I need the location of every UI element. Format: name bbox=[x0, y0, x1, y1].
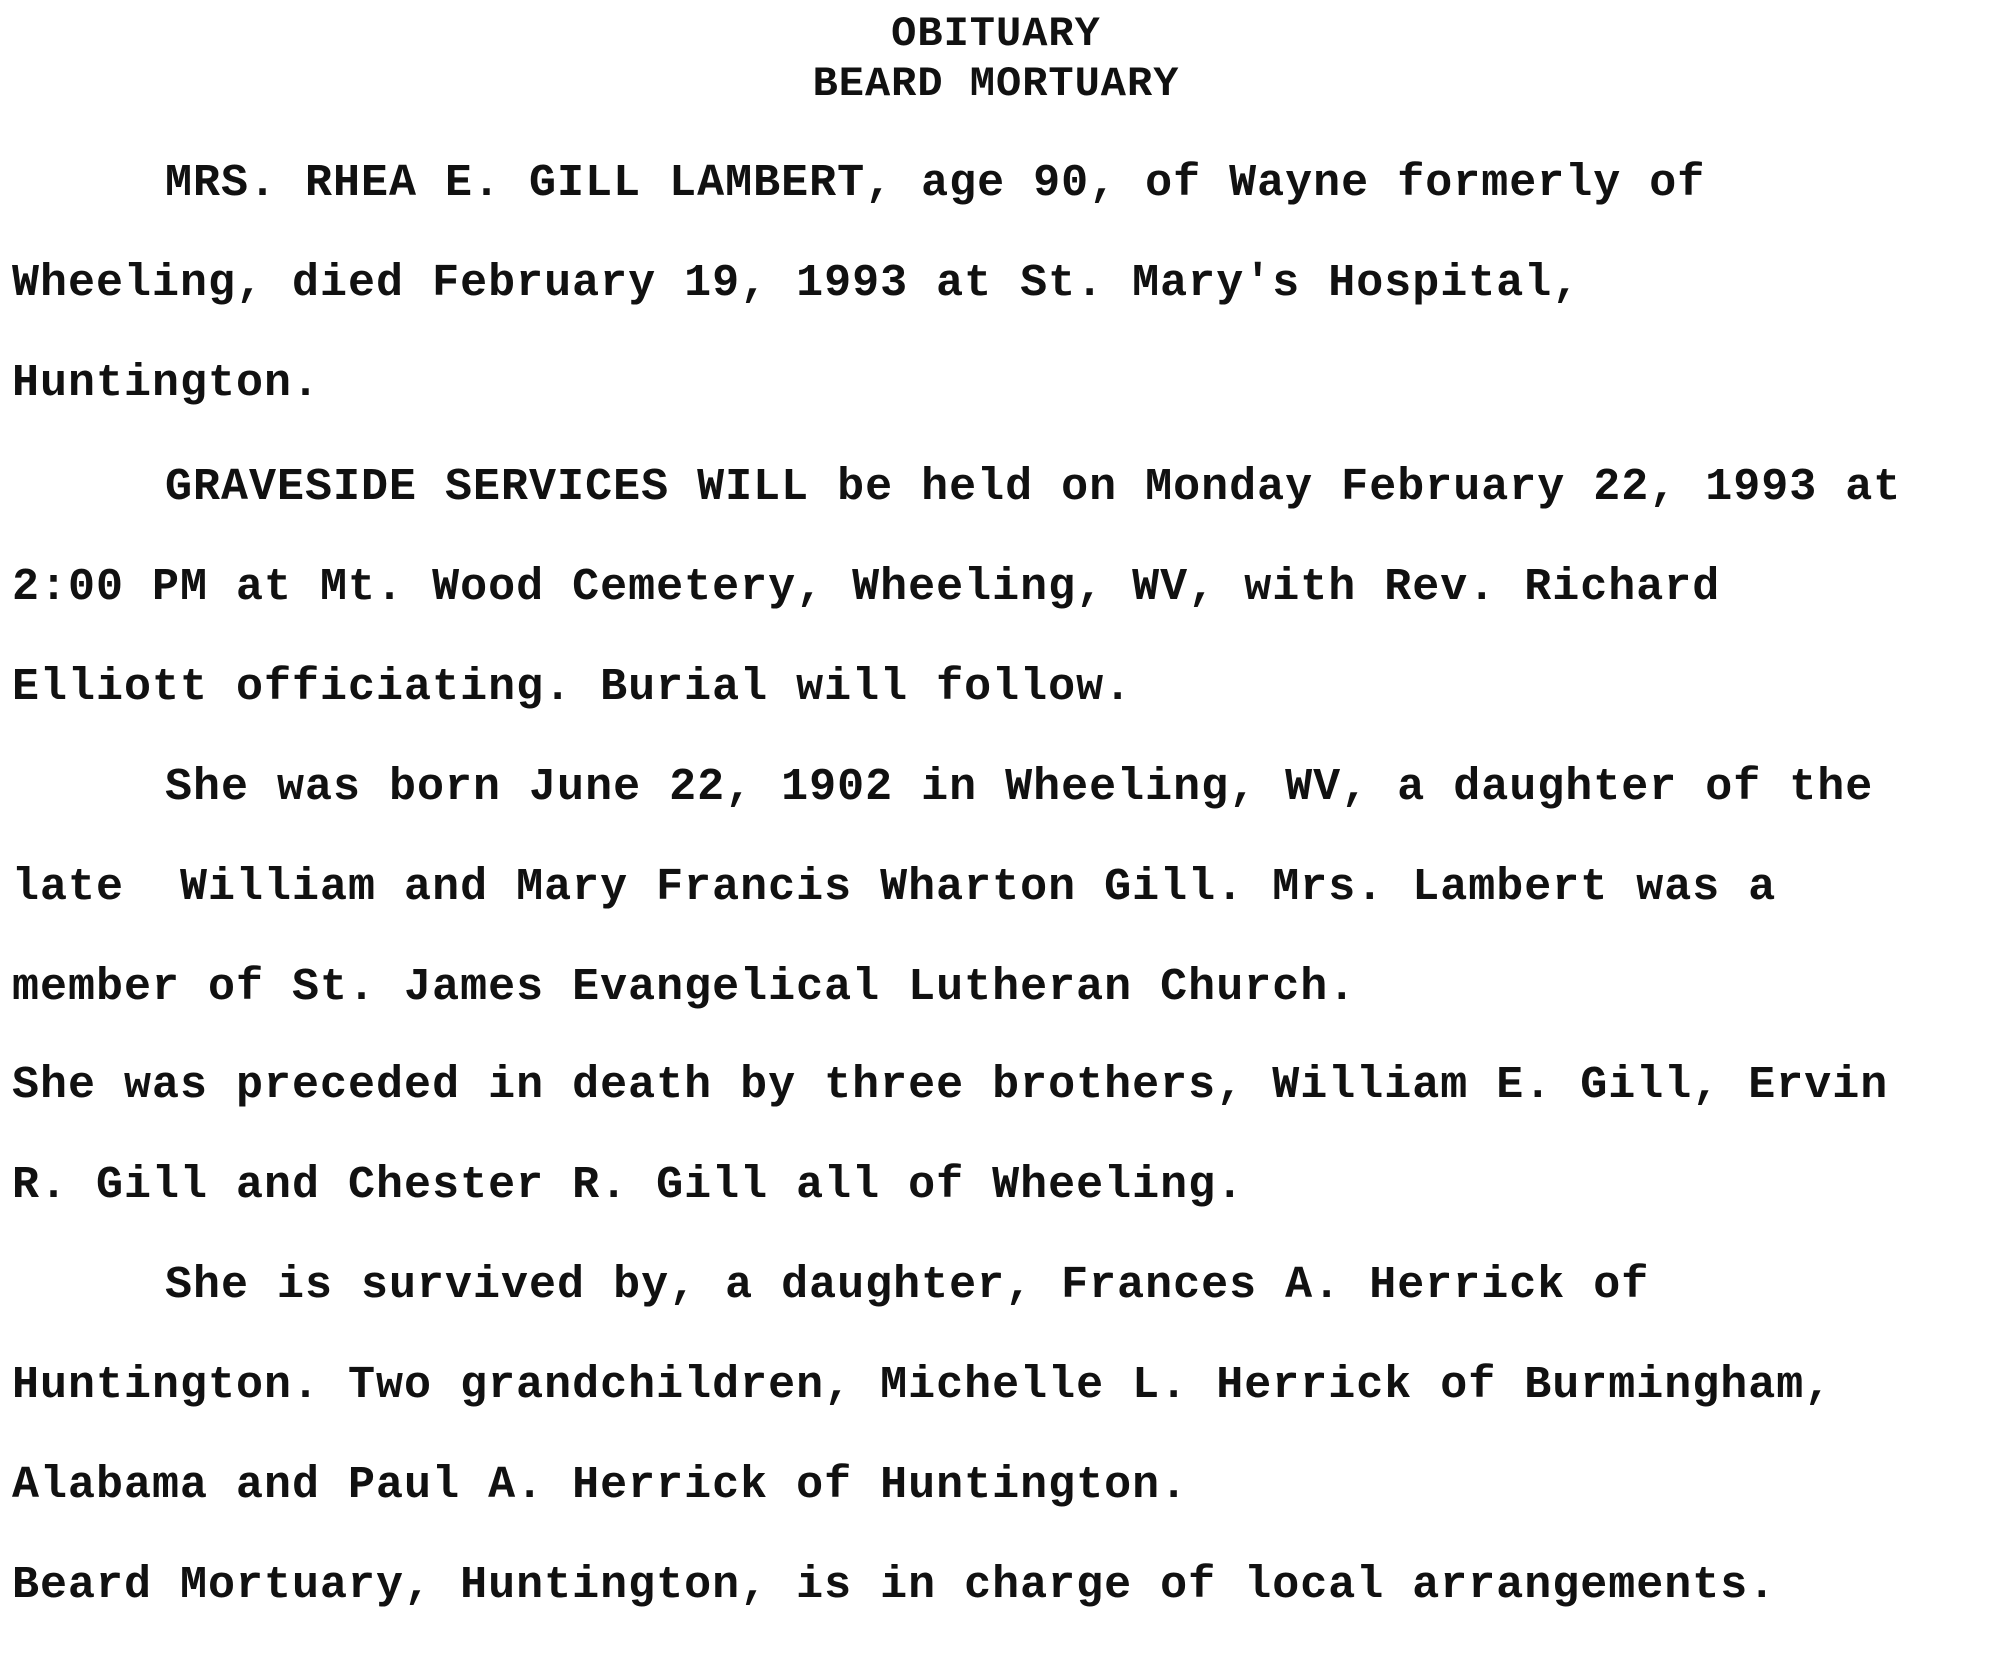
text-line: Elliott officiating. Burial will follow. bbox=[12, 662, 1133, 713]
text-line: She was preceded in death by three brothers, William E. Gill, Ervin bbox=[12, 1060, 1889, 1111]
document-title: OBITUARY bbox=[891, 10, 1101, 58]
text-line: R. Gill and Chester R. Gill all of Wheeling. bbox=[12, 1160, 1245, 1211]
document-subtitle: BEARD MORTUARY bbox=[812, 60, 1180, 108]
text-line: She was born June 22, 1902 in Wheeling, WV, a daughter of the bbox=[165, 762, 1874, 813]
text-line: member of St. James Evangelical Lutheran Church. bbox=[12, 962, 1357, 1013]
text-line: late William and Mary Francis Wharton Gill. Mrs. Lambert was a bbox=[12, 862, 1777, 913]
text-line: Alabama and Paul A. Herrick of Huntington. bbox=[12, 1460, 1189, 1511]
text-line: MRS. RHEA E. GILL LAMBERT, age 90, of Wayne formerly of bbox=[165, 158, 1706, 209]
text-line: Beard Mortuary, Huntington, is in charge of local arrangements. bbox=[12, 1560, 1777, 1611]
text-line: GRAVESIDE SERVICES WILL be held on Monday February 22, 1993 at bbox=[165, 462, 1902, 513]
text-line: Huntington. bbox=[12, 358, 321, 409]
text-line: Huntington. Two grandchildren, Michelle L. Herrick of Burmingham, bbox=[12, 1360, 1833, 1411]
text-line: Wheeling, died February 19, 1993 at St. Mary's Hospital, bbox=[12, 258, 1581, 309]
text-line: 2:00 PM at Mt. Wood Cemetery, Wheeling, WV, with Rev. Richard bbox=[12, 562, 1721, 613]
text-line: She is survived by, a daughter, Frances A. Herrick of bbox=[165, 1260, 1650, 1311]
